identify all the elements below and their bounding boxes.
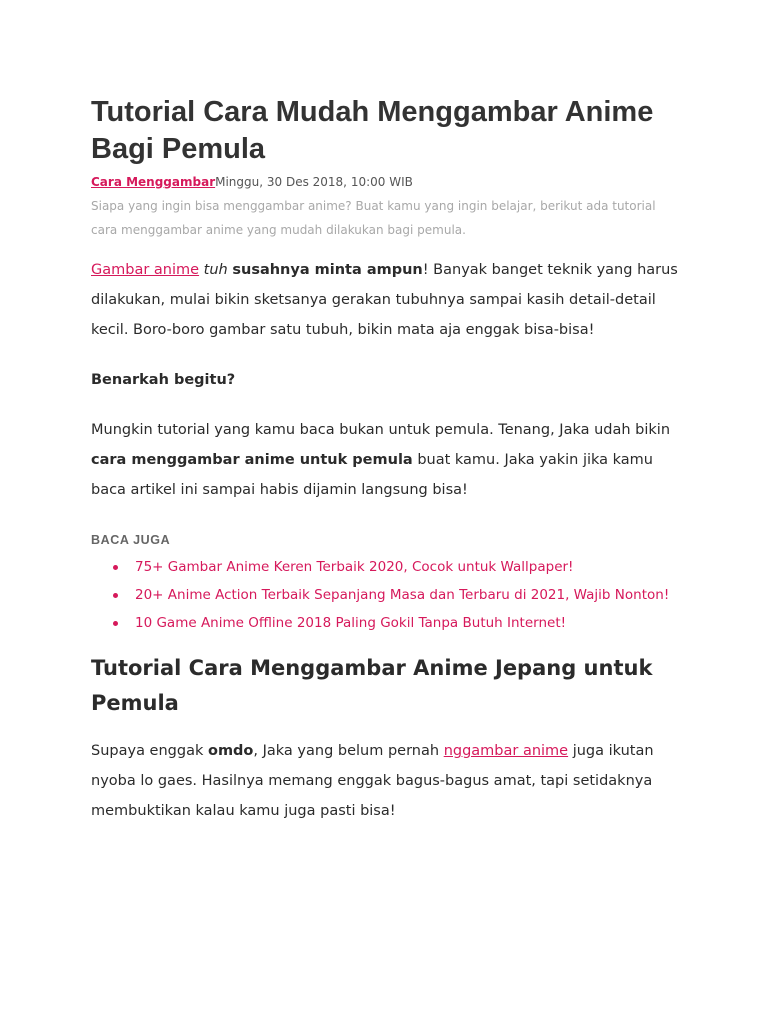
category-link[interactable]: Cara Menggambar <box>91 175 216 189</box>
bullet-icon <box>113 593 118 598</box>
bold-text: susahnya minta ampun <box>232 262 423 278</box>
related-articles-list <box>91 553 670 637</box>
article-date: Minggu, 30 Des 2018, 10:00 WIB <box>215 175 413 189</box>
related-article-item[interactable] <box>91 609 670 637</box>
paragraph-text: Supaya enggak <box>91 743 208 759</box>
paragraph-text: ! Banyak banget teknik yang harus dilakukan, mulai bikin sketsanya gerakan tubuhnya sampai kasih detail-detail kecil. Boro-boro gambar satu tubuh, bikin mata aja enggak bisa-bisa! <box>91 262 678 338</box>
gambar-anime-link[interactable]: Gambar anime <box>91 262 200 278</box>
paragraph-intro <box>91 255 681 345</box>
related-article-item[interactable] <box>91 581 670 609</box>
baca-juga-label: BACA JUGA <box>91 533 171 547</box>
section-heading: Tutorial Cara Menggambar Anime Jepang untuk Pemula <box>91 656 653 715</box>
paragraph-text: , Jaka yang belum pernah <box>253 743 444 759</box>
article-title: Tutorial Cara Mudah Menggambar Anime Bagi Pemula <box>91 96 654 165</box>
related-article-link[interactable]: 75+ Gambar Anime Keren Terbaik 2020, Cocok untuk Wallpaper! <box>135 559 574 575</box>
paragraph-supaya <box>91 736 681 826</box>
related-article-item[interactable] <box>91 553 670 581</box>
paragraph-tutorial <box>91 415 681 505</box>
bold-text: omdo <box>207 743 254 759</box>
paragraph-text: Mungkin tutorial yang kamu baca bukan untuk pemula. Tenang, Jaka udah bikin <box>91 422 671 438</box>
bold-text: cara menggambar anime untuk pemula <box>91 452 413 468</box>
emphasis-text: tuh <box>203 262 228 278</box>
bullet-icon <box>113 565 118 570</box>
related-article-link[interactable]: 10 Game Anime Offline 2018 Paling Gokil Tanpa Butuh Internet! <box>135 615 567 631</box>
related-article-link[interactable]: 20+ Anime Action Terbaik Sepanjang Masa dan Terbaru di 2021, Wajib Nonton! <box>135 587 670 603</box>
paragraph-text: buat kamu. Jaka yakin jika kamu baca artikel ini sampai habis dijamin langsung bisa! <box>91 452 653 498</box>
nggambar-anime-link[interactable]: nggambar anime <box>443 743 569 759</box>
paragraph-question: Benarkah begitu? <box>91 372 236 388</box>
article-meta <box>91 173 413 191</box>
article-lead: Siapa yang ingin bisa menggambar anime? Buat kamu yang ingin belajar, berikut ada tutorial cara menggambar anime yang mudah dilakukan bagi pemula. <box>91 199 656 237</box>
paragraph-text: juga ikutan nyoba lo gaes. Hasilnya memang enggak bagus-bagus amat, tapi setidaknya membuktikan kalau kamu juga pasti bisa! <box>91 743 654 819</box>
bullet-icon <box>113 621 118 626</box>
